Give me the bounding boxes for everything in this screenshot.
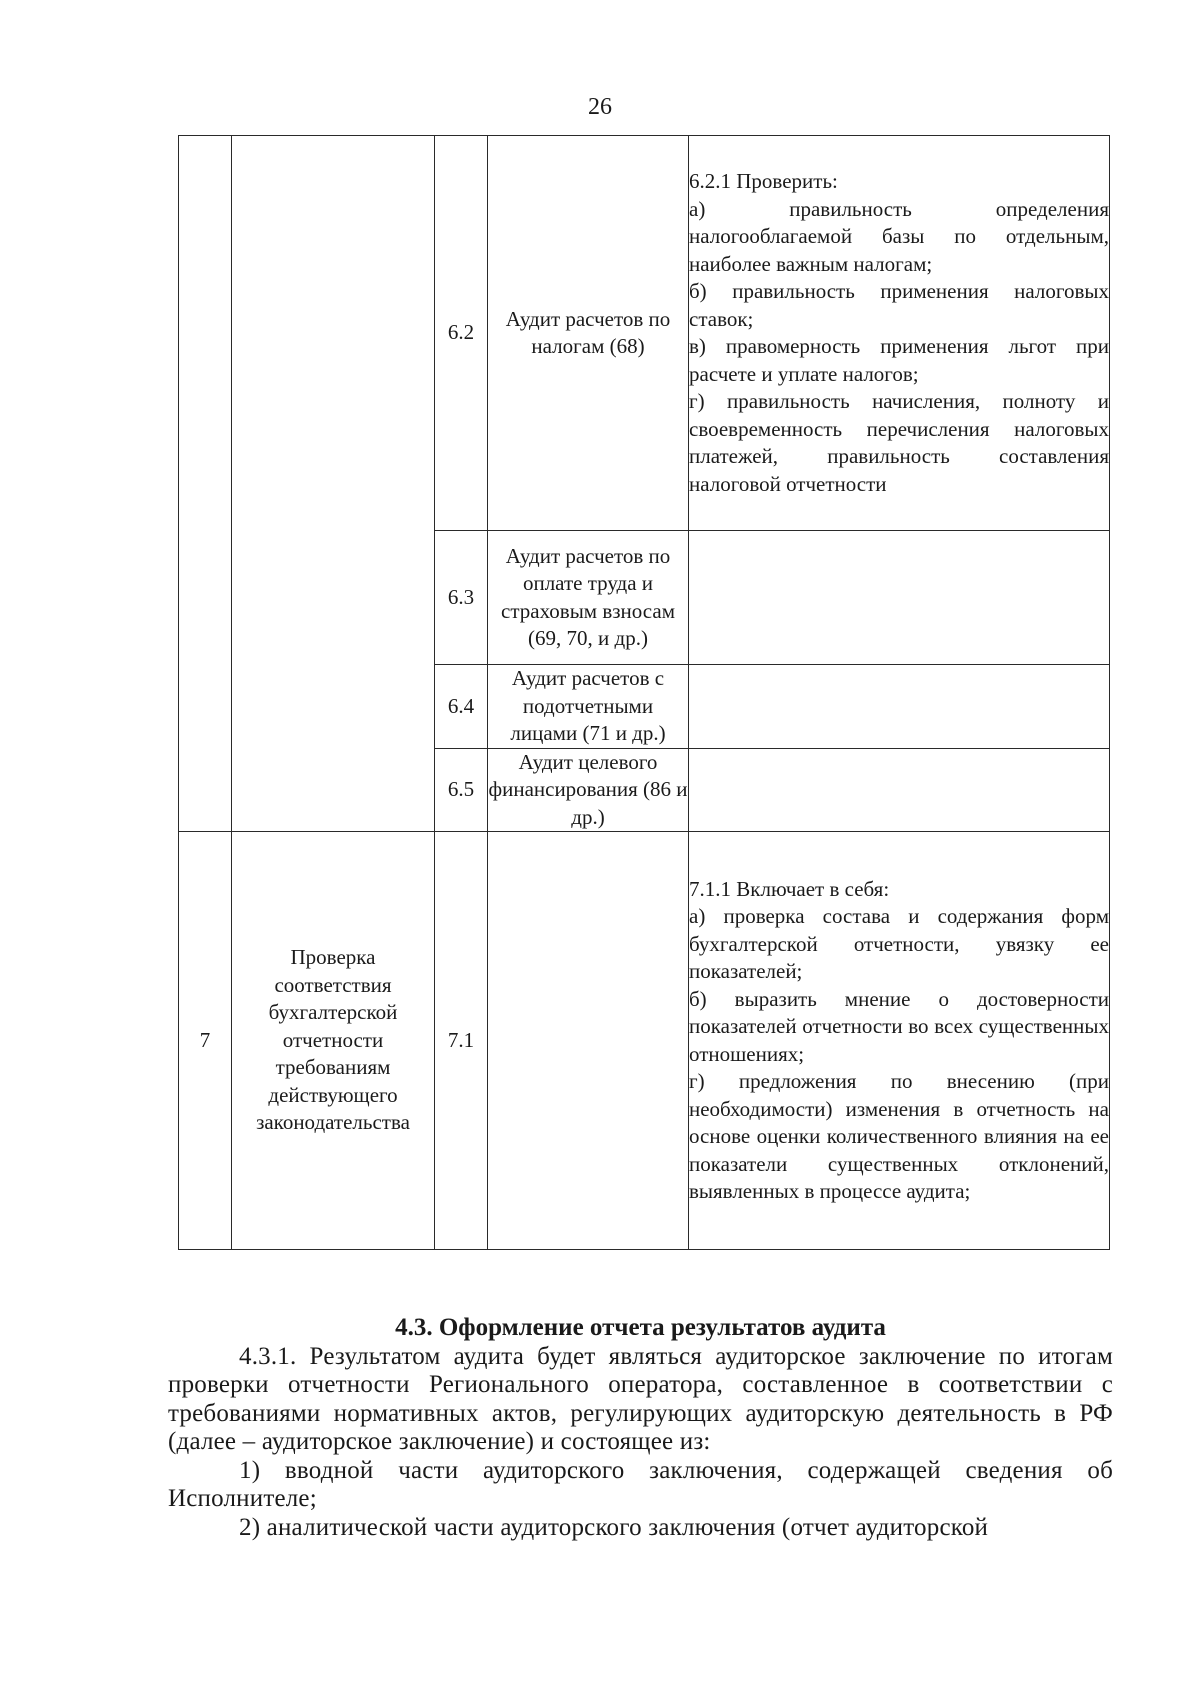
- description-line: г) правильность начисления, полноту и своевременность перечисления налоговых платежей, правильность составления налоговой отчетности: [689, 389, 1109, 496]
- table-row-6-2: [179, 136, 1110, 531]
- description-line: г) предложения по внесению (при необходимости) изменения в отчетность на основе оценки количественного влияния на ее показатели существенных отклонений, выявленных в процессе аудита;: [689, 1069, 1109, 1203]
- row-description: [689, 136, 1110, 531]
- row-title: [488, 832, 689, 1250]
- group6-title-cell: [232, 136, 435, 832]
- table-row-7: [179, 832, 1110, 1250]
- row-title: Аудит расчетов с подотчетными лицами (71 и др.): [488, 665, 689, 749]
- description-line: в) правомерность применения льгот при расчете и уплате налогов;: [689, 334, 1109, 386]
- row-description: [689, 832, 1110, 1250]
- row-description: [689, 531, 1110, 665]
- group6-number-cell: [179, 136, 232, 832]
- description-line: а) проверка состава и содержания форм бухгалтерской отчетности, увязку ее показателей;: [689, 904, 1109, 983]
- row-number: 6.4: [435, 665, 488, 749]
- section-paragraph: 2) аналитической части аудиторского заключения (отчет аудиторской: [239, 1513, 989, 1541]
- description-line: а) правильность определения налогооблагаемой базы по отдельным, наиболее важным налогам;: [689, 196, 1109, 276]
- row-number: 6.5: [435, 748, 488, 832]
- page-number: 26: [588, 94, 612, 120]
- row-description: [689, 665, 1110, 749]
- group7-number: 7: [179, 832, 232, 1250]
- row-description: [689, 748, 1110, 832]
- section-heading: 4.3. Оформление отчета результатов аудита: [395, 1314, 886, 1341]
- description-line: б) правильность применения налоговых ставок;: [689, 279, 1109, 331]
- row-title: Аудит расчетов по налогам (68): [488, 136, 689, 531]
- row-number: 6.2: [435, 136, 488, 531]
- section-paragraph: 4.3.1. Результатом аудита будет являться аудиторское заключение по итогам проверки отчетности Регионального оператора, составленное в соответствии с требованиями нормативных актов, регулирующих аудиторскую деятельность в РФ (далее – аудиторское заключение) и состоящее из:: [168, 1342, 1113, 1455]
- description-line: 7.1.1 Включает в себя:: [689, 876, 890, 901]
- audit-table: [178, 135, 1110, 1250]
- description-line: б) выразить мнение о достоверности показателей отчетности во всех существенных отношениях;: [689, 986, 1109, 1066]
- row-title: Аудит целевого финансирования (86 и др.): [488, 748, 689, 832]
- group7-title: Проверка соответствия бухгалтерской отчетности требованиям действующего законодательства: [232, 832, 435, 1250]
- row-number: 7.1: [435, 832, 488, 1250]
- row-number: 6.3: [435, 531, 488, 665]
- section-paragraph: 1) вводной части аудиторского заключения, содержащей сведения об Исполнителе;: [168, 1456, 1113, 1512]
- row-title: Аудит расчетов по оплате труда и страховым взносам (69, 70, и др.): [488, 531, 689, 665]
- description-line: 6.2.1 Проверить:: [689, 169, 838, 193]
- report-section: [168, 1314, 1113, 1542]
